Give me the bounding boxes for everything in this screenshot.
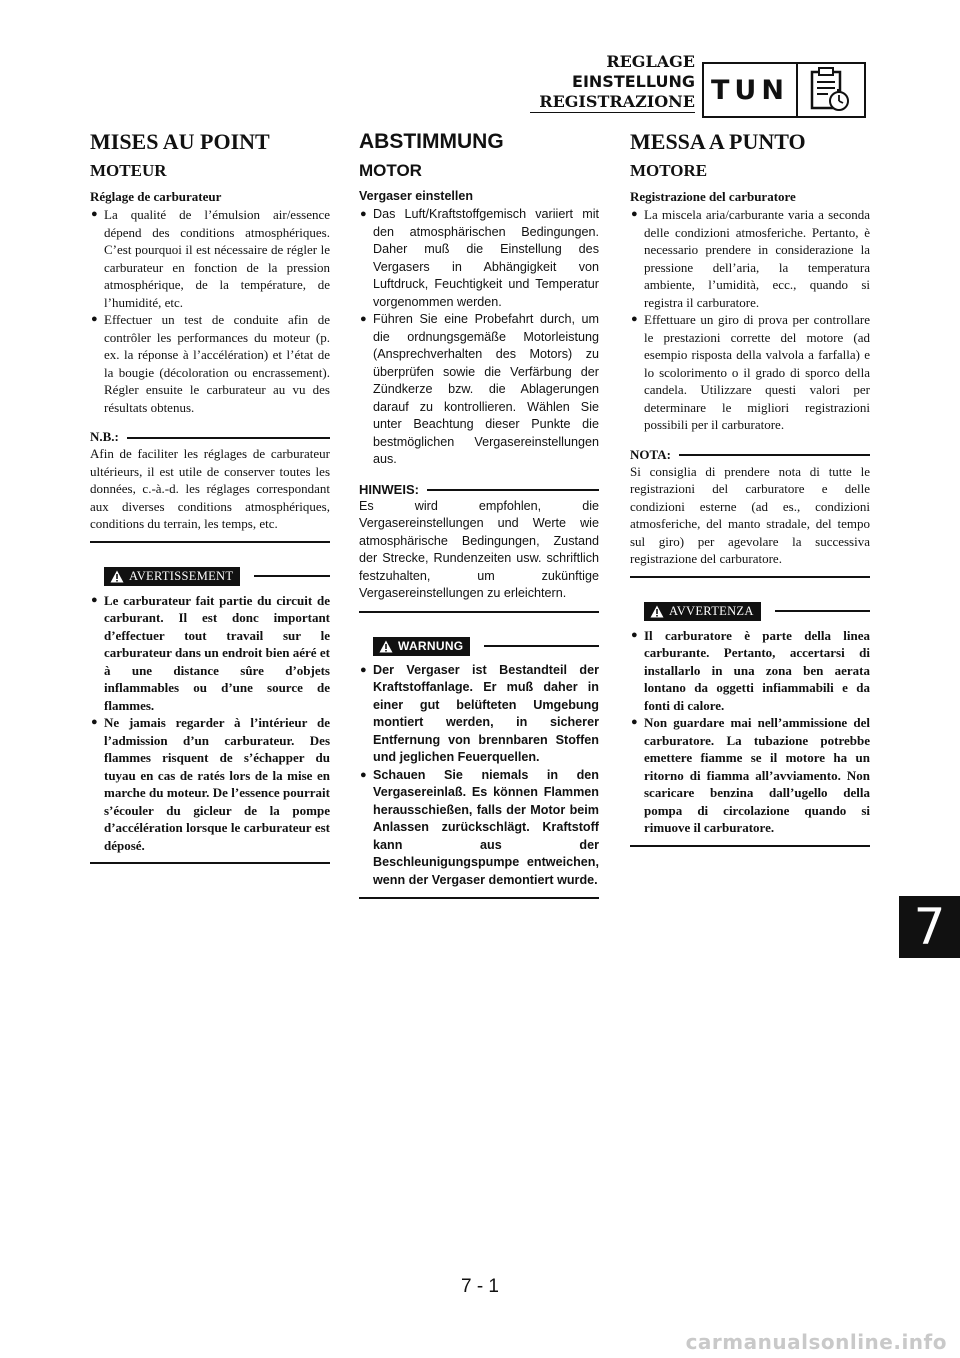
chapter-tab: 7 xyxy=(899,896,960,958)
note-text-fr: Afin de faciliter les réglages de carburateur ultérieurs, il est utile de conserver toutes les données, c.-à.-d. les réglages correspondant aux diverses conditions atmosphériques, conditions du terrain, les temps, etc. xyxy=(90,446,330,531)
title-fr: MISES AU POINT xyxy=(90,129,270,154)
warning-rule xyxy=(484,645,599,647)
warning-triangle-icon xyxy=(650,605,664,618)
bullet-dot-icon: ● xyxy=(631,208,638,220)
warning-triangle-icon xyxy=(110,570,124,583)
title-de: ABSTIMMUNG xyxy=(359,130,504,153)
warning-header-de xyxy=(359,637,599,656)
warning-bullet-de-1 xyxy=(359,662,599,767)
bullet-text: Führen Sie eine Probefahrt durch, um die ordnungsgemäße Motorleistung (Ansprechverhalten des Motors) zu überprüfen sowie die Verfärbung der Zündkerze bzw. die Ablagerungen darauf zu kontrollieren. Wählen Sie unter Beachtung dieser Punkte die bestmöglichen Vergasereinstellungen aus. xyxy=(373,312,599,466)
warning-badge-it xyxy=(644,602,761,621)
warning-header-fr xyxy=(90,567,330,586)
note-header-it xyxy=(630,446,870,463)
bullet-dot-icon: ● xyxy=(91,593,98,606)
bullet-text: Effettuare un giro di prova per controllare le prestazioni corrette del motore (ad esempio risposta della valvola a farfalla) e lo scolorimento o il grado di sporco della candela. Utilizzare questi valori per determinare le migliori registrazioni possibili per il carburatore. xyxy=(644,312,870,432)
note-header-de xyxy=(359,481,599,498)
note-label-it: NOTA: xyxy=(630,446,671,462)
warning-header-it xyxy=(630,602,870,621)
warning-label-it: AVVERTENZA xyxy=(669,603,754,618)
warning-bullet-de-2 xyxy=(359,767,599,890)
bullet-de-1 xyxy=(359,206,599,311)
column-de xyxy=(359,128,599,899)
bullet-text: La miscela aria/carburante varia a seconda delle condizioni atmosferiche. Pertanto, è necessario prendere in considerazione la pressione dell’aria, la temperatura ambiente, l’umidità, ecc., quando si registra il carburatore. xyxy=(644,207,870,310)
bullet-dot-icon: ● xyxy=(360,208,367,220)
header-title-it: REGISTRAZIONE xyxy=(539,92,695,111)
clipboard-stopwatch-icon xyxy=(798,64,864,116)
bullet-fr-2 xyxy=(90,311,330,416)
bullet-text: Non guardare mai nell’ammissione del carburatore. La tubazione potrebbe emettere fiamme se il motore ha un ritorno di fiamma all’avviamento. Non scaricare benzina dall’ugello della pompa di circolazione quando si rimuove il carburatore. xyxy=(644,715,870,835)
bullet-text: Effectuer un test de conduite afin de contrôler les performances du moteur (p. ex. la réponse à l’accélération) et l’état de la bougie (décoloration ou encrassement). Régler ensuite le carburateur au vu des résultats obtenus. xyxy=(104,312,330,415)
bullet-dot-icon: ● xyxy=(631,313,638,325)
warning-end-rule xyxy=(359,897,599,899)
bullet-dot-icon: ● xyxy=(360,313,367,325)
column-it xyxy=(630,128,870,847)
bullet-dot-icon: ● xyxy=(360,663,367,676)
bullet-text: Il carburatore è parte della linea carburante. Pertanto, accertarsi di installarlo in una zona ben aerata lontano da oggetti infiammabili e da fonti di calore. xyxy=(644,627,870,713)
heading-de: Vergaser einstellen xyxy=(359,189,473,203)
warning-bullet-fr-2 xyxy=(90,714,330,854)
bullet-fr-1 xyxy=(90,206,330,311)
warning-label-fr: AVERTISSEMENT xyxy=(129,568,234,583)
heading-fr: Réglage de carburateur xyxy=(90,189,222,204)
note-text-de: Es wird empfohlen, die Vergasereinstellungen und Werte wie atmosphärische Bedingungen, Zustand der Strecke, Rundenzeiten usw. schriftlich festzuhalten, um zukünftige Vergasereinstellungen zu erleichtern. xyxy=(359,498,599,600)
section-code: TUN xyxy=(704,64,798,116)
note-end-rule xyxy=(90,541,330,543)
bullet-dot-icon: ● xyxy=(91,208,98,220)
bullet-dot-icon: ● xyxy=(360,768,367,781)
warning-rule xyxy=(254,575,330,577)
title-it: MESSA A PUNTO xyxy=(630,129,806,154)
bullet-it-2 xyxy=(630,311,870,434)
header-underline xyxy=(530,112,695,113)
bullet-dot-icon: ● xyxy=(631,716,638,728)
note-label-de: HINWEIS: xyxy=(359,481,419,497)
note-label-fr: N.B.: xyxy=(90,429,119,444)
bullet-text: Der Vergaser ist Bestandteil der Kraftstoffanlage. Er muß daher in einer gut belüfteten Umgebung montiert werden, in sicherer Entfernung von brennbaren Stoffen und jeglichen Feuerquellen. xyxy=(373,662,599,764)
warning-rule xyxy=(775,610,870,612)
bullet-de-2 xyxy=(359,311,599,469)
warning-end-rule xyxy=(90,862,330,864)
warning-end-rule xyxy=(630,845,870,847)
warning-bullet-fr-1 xyxy=(90,592,330,715)
bullet-it-1 xyxy=(630,206,870,311)
bullet-text: Schauen Sie niemals in den Vergasereinlaß. Es können Flammen herausschießen, falls der Motor beim Anlassen zurückschlägt. Kraftstoff kann aus der Beschleunigungspumpe entweichen, wenn der Vergaser demontiert wurde. xyxy=(373,767,599,887)
bullet-text: La qualité de l’émulsion air/essence dépend des conditions atmosphériques. C’est pourquoi il est nécessaire de régler le carburateur en fonction de la pression atmosphérique, de la température, de l’humidité, etc. xyxy=(104,207,330,310)
note-rule xyxy=(127,437,330,439)
warning-bullet-it-2 xyxy=(630,714,870,837)
column-fr xyxy=(90,128,330,864)
note-rule xyxy=(427,489,599,491)
subtitle-fr: MOTEUR xyxy=(90,161,167,180)
heading-it: Registrazione del carburatore xyxy=(630,189,796,204)
warning-badge-fr xyxy=(104,567,240,586)
warning-badge-de xyxy=(373,637,470,656)
bullet-text: Le carburateur fait partie du circuit de carburant. Il est donc important d’effectuer tout travail sur le carburateur dans un endroit bien aéré et à une distance sûre d’objets inflammables ou d’une source de flammes. xyxy=(104,592,330,713)
bullet-dot-icon: ● xyxy=(631,628,638,641)
note-text-it: Si consiglia di prendere nota di tutte le registrazioni del carburatore e delle condizioni esterne (ad es., condizioni atmosferiche, del manto stradale, del tempo sul giro) per agevolare la successiva registrazione del carburatore. xyxy=(630,463,870,566)
note-end-rule xyxy=(359,611,599,613)
header-title-de: EINSTELLUNG xyxy=(572,72,695,91)
header-title-fr: REGLAGE xyxy=(606,52,695,71)
subtitle-de: MOTOR xyxy=(359,161,422,180)
subtitle-it: MOTORE xyxy=(630,161,708,180)
warning-triangle-icon xyxy=(379,640,393,653)
page-number: 7 - 1 xyxy=(460,1276,500,1297)
bullet-text: Ne jamais regarder à l’intérieur de l’admission d’un carburateur. Des flammes risquent de s’échapper du tuyau en cas de ratés lors de la mise en marche du moteur. De l’essence pourrait s’écouler du gicleur de la pompe d’accélération lorsque le carburateur est déposé. xyxy=(104,715,330,853)
note-header-fr xyxy=(90,428,330,445)
bullet-text: Das Luft/Kraftstoffgemisch variiert mit den atmosphärischen Bedingungen. Daher muß die Einstellung des Vergasers in Abhängigkeit von Luftdruck, Feuchtigkeit und Temperatur vorgenommen werden. xyxy=(373,207,599,309)
warning-label-de: WARNUNG xyxy=(398,639,464,653)
bullet-dot-icon: ● xyxy=(91,313,98,325)
watermark: carmanualsonline.info xyxy=(685,1330,947,1354)
note-rule xyxy=(679,454,870,456)
warning-bullet-it-1 xyxy=(630,627,870,715)
bullet-dot-icon: ● xyxy=(91,716,98,728)
section-code-box xyxy=(702,62,866,118)
note-end-rule xyxy=(630,576,870,578)
